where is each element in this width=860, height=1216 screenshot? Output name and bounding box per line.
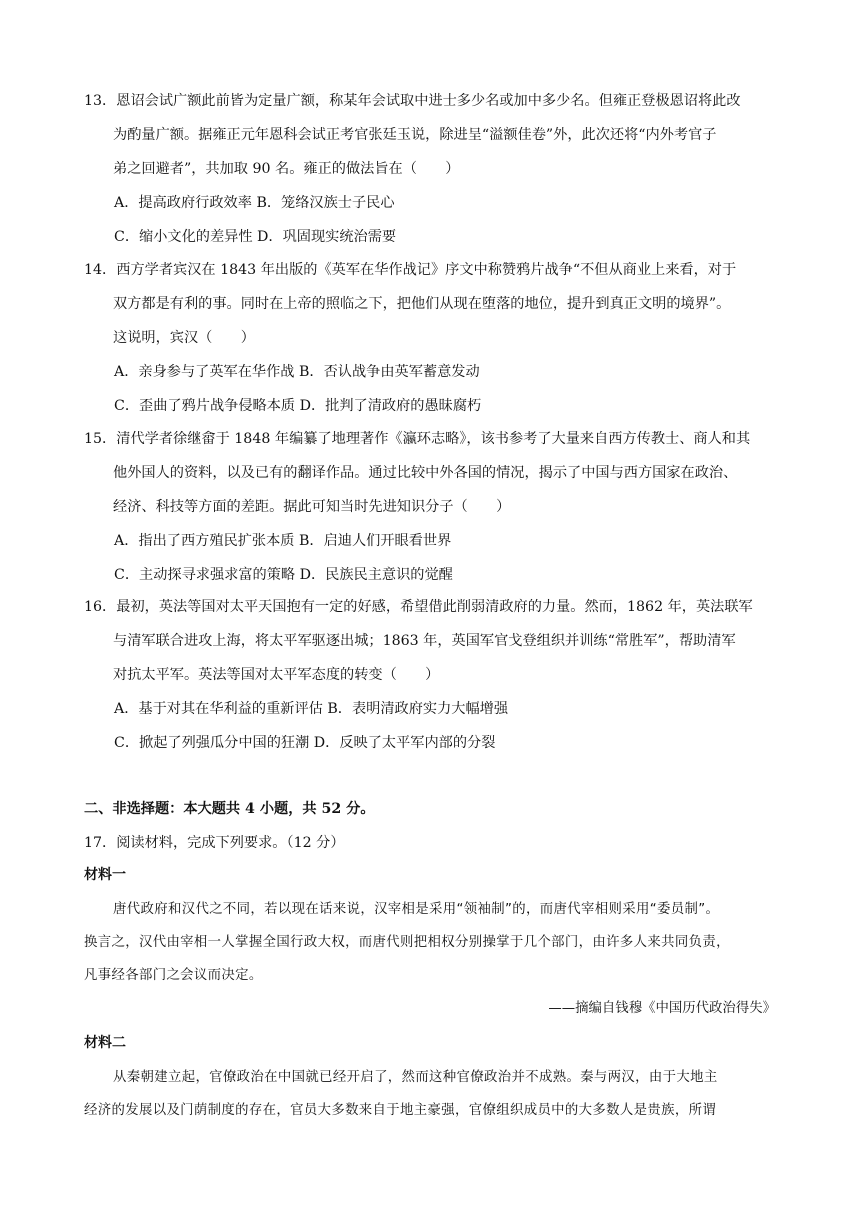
question-stem-line: 14．西方学者宾汉在 1843 年出版的《英军在华作战记》序文中称赞鸦片战争“不但从商业上来看，对于 [84,262,737,278]
answer-options-row: A．指出了西方殖民扩张本质 B．启迪人们开眼看世界 [114,533,452,549]
material-2-body [84,1061,784,1127]
question-number: 15． [84,431,117,447]
question-stem-line: 16．最初，英法等国对太平天国抱有一定的好感，希望借此削弱清政府的力量。然而，1862 年，英法联军 [84,599,753,615]
answer-options-row: C．缩小文化的差异性 D．巩固现实统治需要 [114,229,397,245]
question-stem-line: 经济、科技等方面的差距。据此可知当时先进知识分子（ ） [113,499,511,515]
answer-options-row: A．基于对其在华利益的重新评估 B．表明清政府实力大幅增强 [114,701,509,717]
question-stem-line: 双方都是有利的事。同时在上帝的照临之下，把他们从现在堕落的地位，提升到真正文明的境界”。 [113,296,731,312]
material-1-source: ——摘编自钱穆《中国历代政治得失》 [548,1001,776,1016]
question-stem-line: 13．恩诏会试广额此前皆为定量广额，称某年会试取中进士多少名或加中多少名。但雍正登极恩诏将此改 [84,93,741,109]
question-17-prompt: 17．阅读材料，完成下列要求。（12 分） [84,835,345,851]
answer-options-row: A．亲身参与了英军在华作战 B．否认战争由英军蓄意发动 [114,364,480,380]
material-line: 凡事经各部门之会议而决定。 [84,968,263,983]
material-line: 换言之，汉代由宰相一人掌握全国行政大权，而唐代则把相权分别操掌于几个部门，由许多人来共同负责， [84,935,730,950]
material-line: 经济的发展以及门荫制度的存在，官员大多数来自于地主豪强，官僚组织成员中的大多数人是贵族，所谓 [84,1103,717,1118]
section-heading: 二、非选择题：本大题共 4 小题，共 52 分。 [84,801,375,817]
question-stem-line: 对抗太平军。英法等国对太平军态度的转变（ ） [113,667,440,683]
answer-options-row: C．主动探寻求强求富的策略 D．民族民主意识的觉醒 [114,567,453,583]
question-stem-line: 15．清代学者徐继畲于 1848 年编纂了地理著作《瀛环志略》，该书参考了大量来自西方传教士、商人和其 [84,431,751,447]
material-1-body [84,893,784,992]
question-stem-line: 他外国人的资料，以及已有的翻译作品。通过比较中外各国的情况，揭示了中国与西方国家在政治、 [113,465,738,481]
answer-options-row: C．歪曲了鸦片战争侵略本质 D．批判了清政府的愚昧腐朽 [114,398,482,414]
question-stem-line: 为酌量广额。据雍正元年恩科会试正考官张廷玉说，除进呈“溢额佳卷”外，此次还将“内外考官子 [113,127,717,143]
question-16 [84,590,784,760]
question-number: 16． [84,599,117,615]
question-14 [84,253,784,423]
material-1-title: 材料一 [84,867,126,883]
answer-options-row: C．掀起了列强瓜分中国的狂潮 D．反映了太平军内部的分裂 [114,735,496,751]
question-stem-line: 弟之回避者”，共加取 90 名。雍正的做法旨在（ ） [113,161,460,177]
material-2-title: 材料二 [84,1035,126,1051]
question-13 [84,84,784,254]
answer-options-row: A．提高政府行政效率 B．笼络汉族士子民心 [114,195,395,211]
question-number: 13． [84,93,117,109]
question-15 [84,422,784,592]
question-number: 14． [84,262,117,278]
material-line: 从秦朝建立起，官僚政治在中国就已经开启了，然而这种官僚政治并不成熟。秦与两汉，由于大地主 [113,1070,718,1085]
material-line: 唐代政府和汉代之不同，若以现在话来说，汉宰相是采用“领袖制”的，而唐代宰相则采用“委员制”。 [113,902,720,917]
question-stem-line: 与清军联合进攻上海，将太平军驱逐出城；1863 年，英国军官戈登组织并训练“常胜军”，帮助清军 [113,633,736,649]
question-stem-line: 这说明，宾汉（ ） [113,330,255,346]
